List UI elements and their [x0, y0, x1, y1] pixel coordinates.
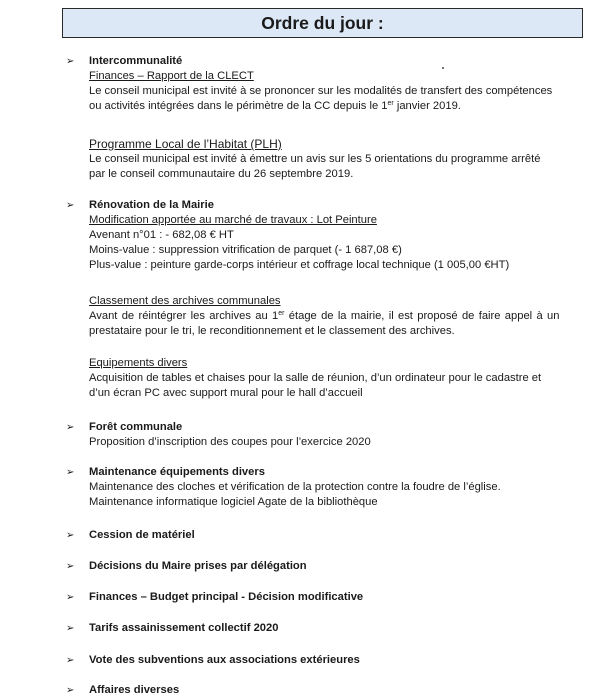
text-line: Avenant n°01 : - 682,08 € HT: [89, 229, 234, 241]
subsection-equipements: [89, 356, 584, 401]
text-line: Maintenance des cloches et vérification de la protection contre la foudre de l’église.: [89, 481, 501, 493]
subsection-title: Finances – Rapport de la CLECT: [89, 70, 254, 82]
arrow-bullet-icon: ➢: [66, 592, 75, 603]
agenda-item-heading: Finances – Budget principal - Décision modificative: [89, 591, 364, 603]
subsection-lot-peinture: [89, 213, 584, 273]
arrow-bullet-icon: ➢: [66, 530, 75, 541]
agenda-item-heading: Vote des subventions aux associations extérieures: [89, 654, 360, 666]
arrow-bullet-icon: ➢: [66, 561, 75, 572]
agenda-item-heading: Forêt communale: [89, 421, 183, 433]
text-line: Avant de réintégrer les archives au 1er étage de la mairie, il est proposé de faire appel à un: [89, 310, 560, 322]
text-line: Moins-value : suppression vitrification de parquet (- 1 687,08 €): [89, 244, 402, 256]
text-line: Le conseil municipal est invité à se prononcer sur les modalités de transfert des compétences: [89, 85, 553, 97]
subsection-title: Equipements divers: [89, 357, 188, 369]
text-line: Maintenance informatique logiciel Agate de la bibliothèque: [89, 496, 378, 508]
text-line: d’un écran PC avec support mural pour le hall d’accueil: [89, 387, 363, 399]
agenda-title: Ordre du jour :: [62, 8, 583, 38]
text-line: prestataire pour le tri, le reconditionnement et le classement des archives.: [89, 325, 455, 337]
text-line: Acquisition de tables et chaises pour la salle de réunion, d’un ordinateur pour le cadastre et: [89, 372, 542, 384]
text-line: par le conseil communautaire du 26 septembre 2019.: [89, 168, 354, 180]
text-line: Le conseil municipal est invité à émettre un avis sur les 5 orientations du programme arrêté: [89, 153, 541, 165]
arrow-bullet-icon: ➢: [66, 623, 75, 634]
subsection-plh: [89, 137, 584, 182]
arrow-bullet-icon: ➢: [66, 685, 75, 696]
arrow-bullet-icon: ➢: [66, 467, 75, 478]
subsection-archives: [89, 294, 584, 339]
agenda-item-heading: Cession de matériel: [89, 529, 195, 541]
arrow-bullet-icon: ➢: [66, 56, 75, 67]
agenda-item-heading: Rénovation de la Mairie: [89, 199, 214, 211]
subsection-title: Classement des archives communales: [89, 295, 281, 307]
agenda-item-heading: Affaires diverses: [89, 684, 180, 696]
agenda-item-heading: Tarifs assainissement collectif 2020: [89, 622, 279, 634]
arrow-bullet-icon: ➢: [66, 200, 75, 211]
item-details: [89, 480, 584, 510]
item-details: [89, 435, 584, 450]
agenda-item-heading: Maintenance équipements divers: [89, 466, 265, 478]
text-line: ou activités intégrées dans le périmètre de la CC depuis le 1er janvier 2019.: [89, 100, 461, 112]
agenda-item-heading: Décisions du Maire prises par délégation: [89, 560, 307, 572]
arrow-bullet-icon: ➢: [66, 655, 75, 666]
agenda-item-heading: Intercommunalité: [89, 55, 183, 67]
subsection-clect: [89, 69, 584, 114]
arrow-bullet-icon: ➢: [66, 422, 75, 433]
ordinal-sup: er: [278, 310, 285, 317]
text-line: Plus-value : peinture garde-corps intérieur et coffrage local technique (1 005,00 €HT): [89, 259, 510, 271]
ordinal-sup: er: [387, 100, 394, 107]
subsection-title: Modification apportée au marché de travaux : Lot Peinture: [89, 214, 377, 226]
text-line: Proposition d’inscription des coupes pour l’exercice 2020: [89, 436, 371, 448]
subsection-title: Programme Local de l’Habitat (PLH): [89, 137, 282, 151]
